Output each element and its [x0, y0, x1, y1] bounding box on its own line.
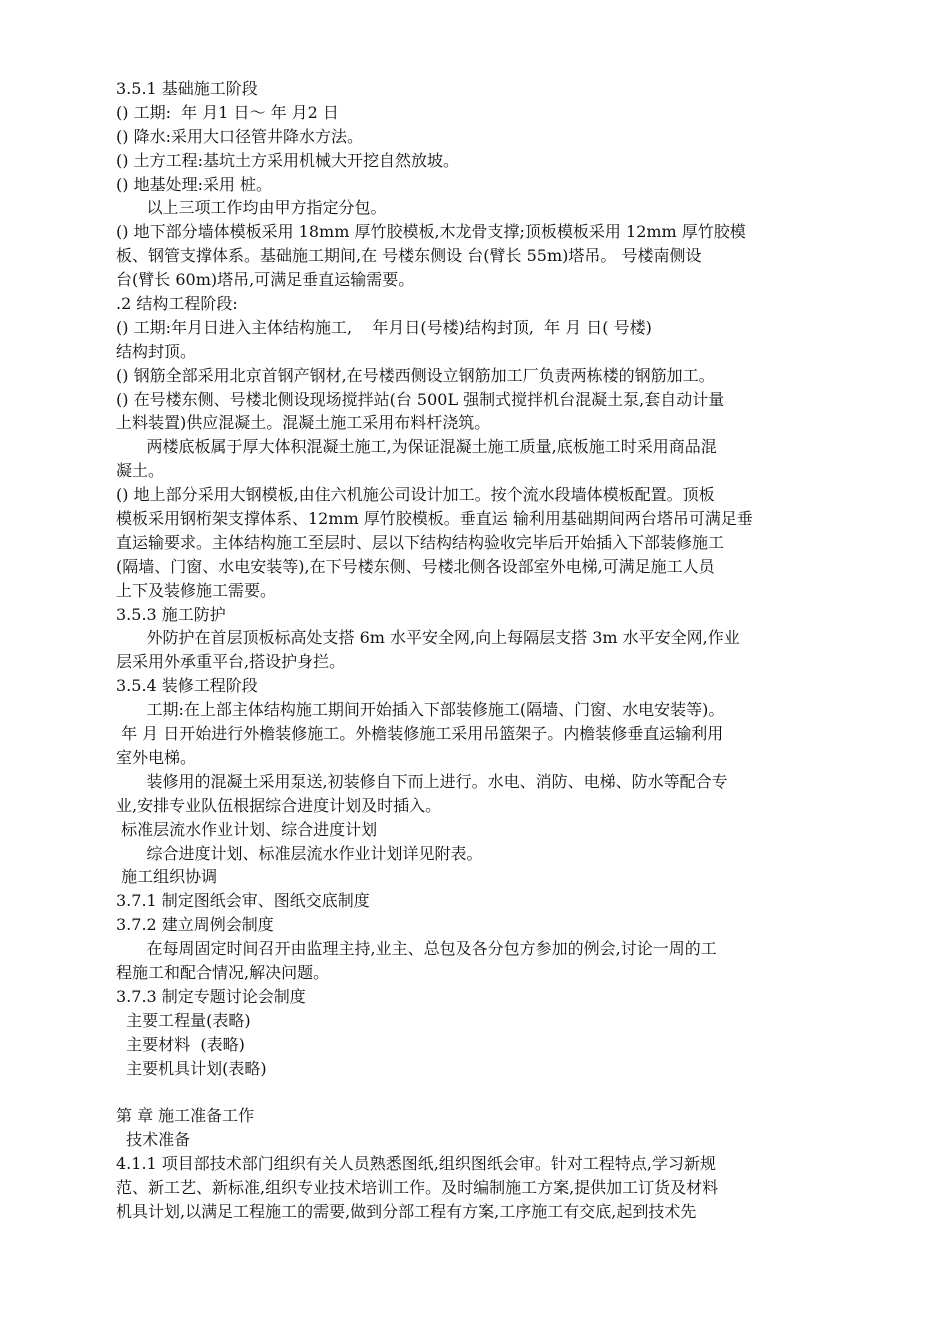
text-line: 板、钢管支撑体系。基础施工期间,在 号楼东侧设 台(臂长 55m)塔吊。 号楼南侧设	[116, 246, 702, 266]
text-line: 业,安排专业队伍根据综合进度计划及时插入。	[116, 795, 442, 815]
text-line: .2 结构工程阶段:	[116, 294, 238, 314]
text-line: 模板采用钢桁架支撑体系、12mm 厚竹胶模板。垂直运 输利用基础期间两台塔吊可满足垂	[116, 509, 753, 529]
text-line: 直运输要求。主体结构施工至层时、层以下结构结构验收完毕后开始插入下部装修施工	[116, 532, 725, 552]
text-line: () 地上部分采用大钢模板,由住六机施公司设计加工。按个流水段墙体模板配置。顶板	[116, 485, 715, 505]
text-line: () 钢筋全部采用北京首钢产钢材,在号楼西侧设立钢筋加工厂负责两栋楼的钢筋加工。	[116, 365, 715, 385]
text-line: 3.5.1 基础施工阶段	[116, 79, 258, 98]
text-line: 层采用外承重平台,搭设护身拦。	[116, 652, 346, 672]
text-line: 综合进度计划、标准层流水作业计划详见附表。	[116, 843, 483, 863]
text-line: 范、新工艺、新标准,组织专业技术培训工作。及时编制施工方案,提供加工订货及材料	[116, 1177, 719, 1197]
text-line: 机具计划,以满足工程施工的需要,做到分部工程有方案,工序施工有交底,起到技术先	[116, 1201, 697, 1221]
text-line: 结构封顶。	[116, 341, 197, 361]
text-line: 上下及装修施工需要。	[116, 580, 277, 600]
text-line: () 降水:采用大口径管井降水方法。	[116, 126, 363, 146]
text-line: 主要材料 (表略)	[116, 1034, 245, 1054]
text-line: 技术准备	[116, 1130, 191, 1150]
text-line: 上料装置)供应混凝土。混凝土施工采用布料杆浇筑。	[116, 413, 491, 433]
text-line: 4.1.1 项目部技术部门组织有关人员熟悉图纸,组织图纸会审。针对工程特点,学习新规	[116, 1154, 716, 1174]
blank-line	[116, 1080, 876, 1104]
text-line: 3.5.3 施工防护	[116, 604, 226, 624]
text-line: () 地基处理:采用 桩。	[116, 174, 273, 194]
text-line: () 在号楼东侧、号楼北侧设现场搅拌站(台 500L 强制式搅拌机台混凝土泵,套自动计量	[116, 389, 725, 409]
text-line: 在每周固定时间召开由监理主持,业主、总包及各分包方参加的例会,讨论一周的工	[116, 939, 717, 959]
text-line: () 地下部分墙体模板采用 18mm 厚竹胶模板,木龙骨支撑;顶板模板采用 12mm 厚竹胶模	[116, 222, 746, 242]
text-line: 3.7.3 制定专题讨论会制度	[116, 986, 306, 1006]
text-line: 年 月 日开始进行外檐装修施工。外檐装修施工采用吊篮架子。内檐装修垂直运输利用	[116, 724, 724, 744]
text-line: 凝土。	[116, 461, 165, 481]
text-line: 施工组织协调	[116, 867, 218, 887]
text-line: () 工期: 年 月1 日～ 年 月2 日	[116, 102, 339, 122]
text-line: 室外电梯。	[116, 747, 197, 767]
text-line: 主要机具计划(表略)	[116, 1058, 267, 1078]
text-line: 台(臂长 60m)塔吊,可满足垂直运输需要。	[116, 270, 415, 290]
text-line: 3.7.2 建立周例会制度	[116, 915, 274, 935]
text-line: 主要工程量(表略)	[116, 1010, 251, 1030]
text-line: 两楼底板属于厚大体积混凝土施工,为保证混凝土施工质量,底板施工时采用商品混	[116, 437, 717, 457]
text-line: 以上三项工作均由甲方指定分包。	[116, 198, 387, 218]
text-line: 3.5.4 装修工程阶段	[116, 676, 258, 696]
text-line: 工期:在上部主体结构施工期间开始插入下部装修施工(隔墙、门窗、水电安装等)。	[116, 700, 725, 720]
document-body	[116, 77, 876, 1224]
text-line: 标准层流水作业计划、综合进度计划	[116, 819, 378, 839]
text-line: () 土方工程:基坑土方采用机械大开挖自然放坡。	[116, 150, 459, 170]
text-line: 第 章 施工准备工作	[116, 1106, 255, 1126]
text-line: 3.7.1 制定图纸会审、图纸交底制度	[116, 891, 370, 911]
text-line: () 工期:年月日进入主体结构施工, 年月日(号楼)结构封顶, 年 月 日( 号楼)	[116, 317, 652, 337]
text-line: (隔墙、门窗、水电安装等),在下号楼东侧、号楼北侧各设部室外电梯,可满足施工人员	[116, 556, 715, 576]
text-line: 程施工和配合情况,解决问题。	[116, 962, 330, 982]
text-line: 外防护在首层顶板标高处支搭 6m 水平安全网,向上每隔层支搭 3m 水平安全网,作业	[116, 628, 740, 648]
text-line: 装修用的混凝土采用泵送,初装修自下而上进行。水电、消防、电梯、防水等配合专	[116, 771, 728, 791]
